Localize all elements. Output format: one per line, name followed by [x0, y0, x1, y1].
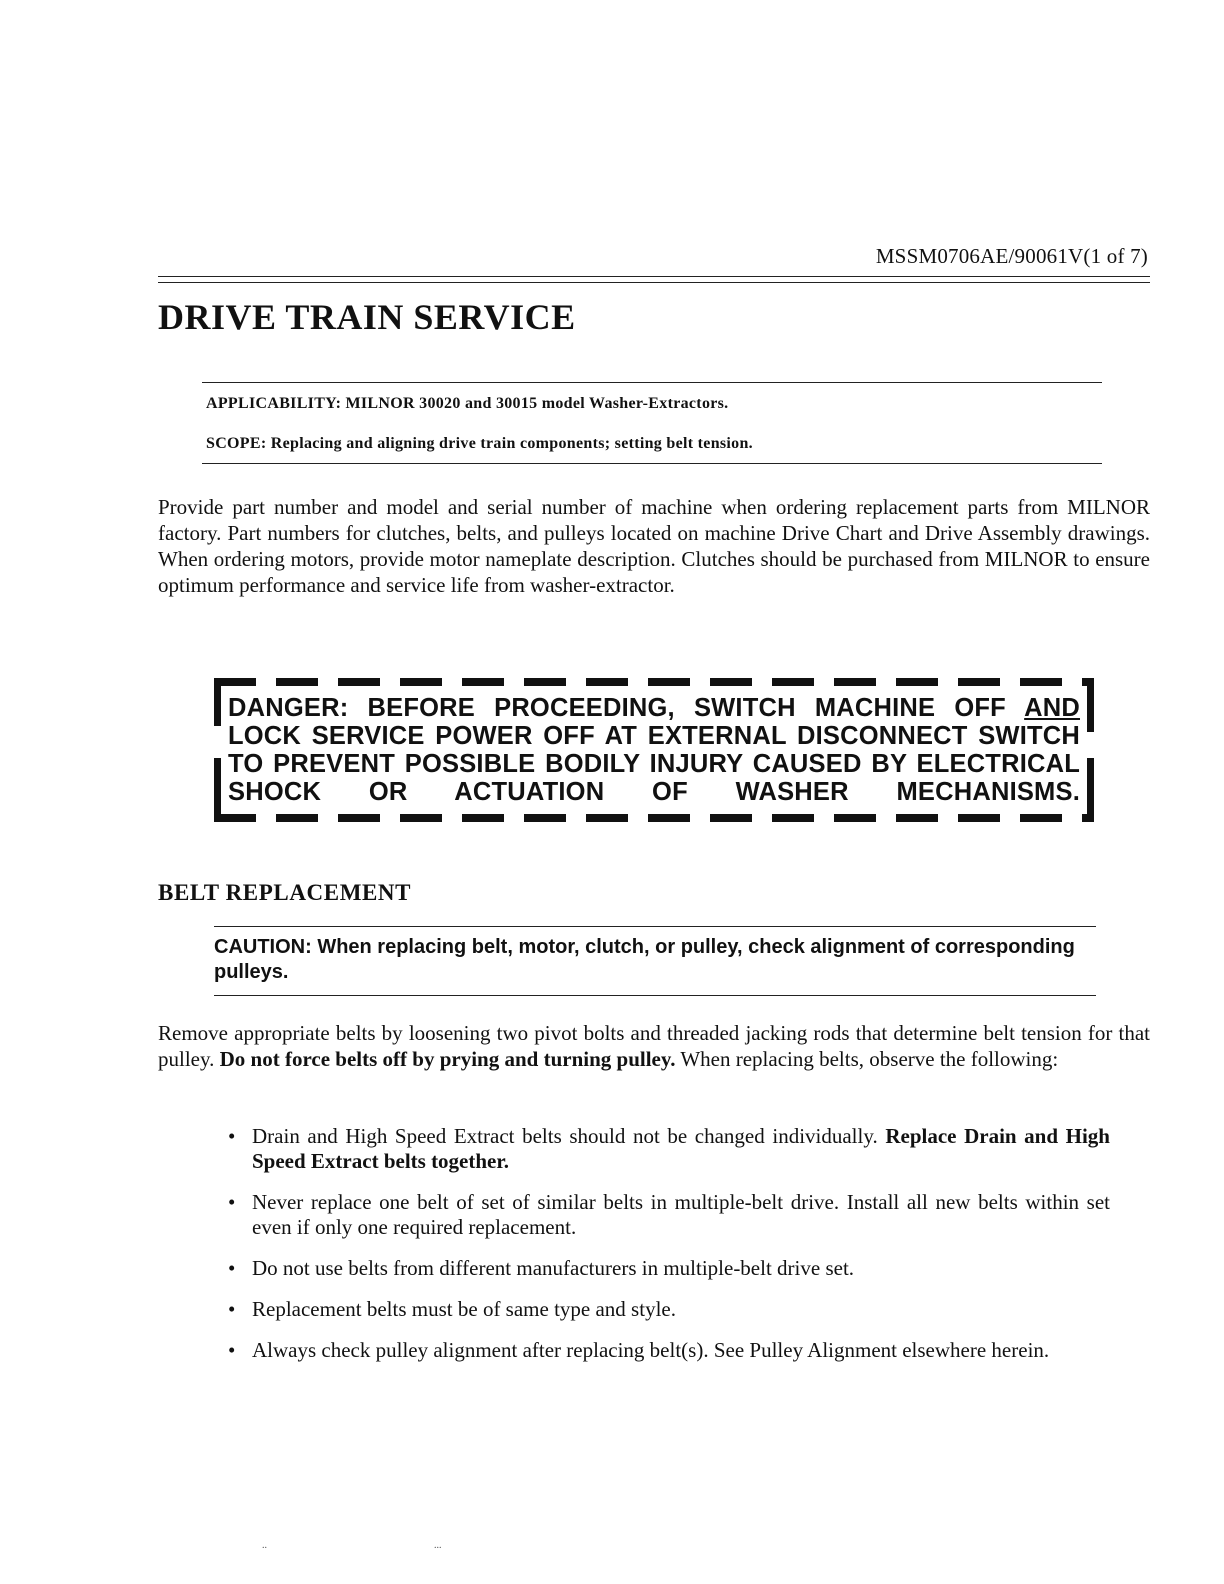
danger-box [214, 678, 1094, 822]
bullet-icon: • [228, 1190, 236, 1214]
bullet-icon: • [228, 1338, 236, 1362]
scan-speck: ... [434, 1540, 442, 1551]
caution-text: CAUTION: When replacing belt, motor, clutch, or pulley, check alignment of corresponding pulleys. [214, 936, 1075, 983]
belt-bullet-list [228, 1124, 1110, 1379]
danger-bar-left-bottom [214, 758, 221, 822]
list-item-text: Always check pulley alignment after replacing belt(s). See Pulley Alignment elsewhere herein. [252, 1338, 1050, 1362]
danger-bar-left-top [214, 678, 221, 726]
danger-dash-top [214, 678, 1094, 686]
list-item [228, 1256, 1110, 1281]
bullet-icon: • [228, 1124, 236, 1148]
danger-dash-bottom [214, 814, 1094, 822]
list-item-text: Do not use belts from different manufacturers in multiple-belt drive set. [252, 1256, 855, 1280]
bullet-icon: • [228, 1297, 236, 1321]
list-item-text: Replacement belts must be of same type and style. [252, 1297, 676, 1321]
scan-speck: .. [262, 1540, 267, 1551]
belt-paragraph-text: Remove appropriate belts by loosening two pivot bolts and threaded jacking rods that determine belt tension for that pulley. [158, 1021, 1150, 1071]
belt-paragraph [158, 1020, 1150, 1072]
list-item [228, 1124, 1110, 1174]
list-item-bold: Replace Drain and High Speed Extract belts together. [252, 1124, 1110, 1173]
list-item-text: Never replace one belt of set of similar belts in multiple-belt drive. Install all new belts within set even if only one required replacement. [252, 1190, 1110, 1239]
applicability-box [202, 382, 1102, 464]
page-title: DRIVE TRAIN SERVICE [158, 297, 576, 337]
scope-line: SCOPE: Replacing and aligning drive train components; setting belt tension. [206, 435, 753, 452]
intro-paragraph: Provide part number and model and serial number of machine when ordering replacement parts from MILNOR factory. Part numbers for clutches, belts, and pulleys located on machine Drive Chart and Drive Assembly drawings. When ordering motors, provide motor nameplate description. Clutches should be purchased from MILNOR to ensure optimum performance and service life from washer-extractor. [158, 495, 1150, 597]
danger-bar-right-bottom [1087, 758, 1094, 822]
bullet-icon: • [228, 1256, 236, 1280]
danger-text-rest: LOCK SERVICE POWER OFF AT EXTERNAL DISCONNECT SWITCH TO PREVENT POSSIBLE BODILY INJURY CAUSED BY ELECTRICAL SHOCK OR ACTUATION OF WASHER MECHANISMS. [228, 722, 1080, 806]
section-title-belt-replacement: BELT REPLACEMENT [158, 880, 412, 905]
danger-underlined-word: AND [1024, 694, 1080, 722]
header-double-rule [158, 276, 1150, 283]
list-item [228, 1190, 1110, 1240]
list-item [228, 1338, 1110, 1363]
list-item-text: Drain and High Speed Extract belts should not be changed individually. [252, 1124, 886, 1148]
list-item [228, 1297, 1110, 1322]
document-id: MSSM0706AE/90061V(1 of 7) [875, 244, 1148, 268]
danger-text-part: DANGER: BEFORE PROCEEDING, SWITCH MACHINE OFF [228, 694, 1025, 722]
danger-text [228, 694, 1080, 806]
applicability-line: APPLICABILITY: MILNOR 30020 and 30015 model Washer-Extractors. [206, 395, 729, 412]
caution-box [214, 926, 1096, 996]
belt-paragraph-warning: Do not force belts off by prying and turning pulley. [219, 1047, 676, 1071]
danger-bar-right-top [1087, 678, 1094, 732]
belt-paragraph-text-end: When replacing belts, observe the following: [675, 1047, 1059, 1071]
